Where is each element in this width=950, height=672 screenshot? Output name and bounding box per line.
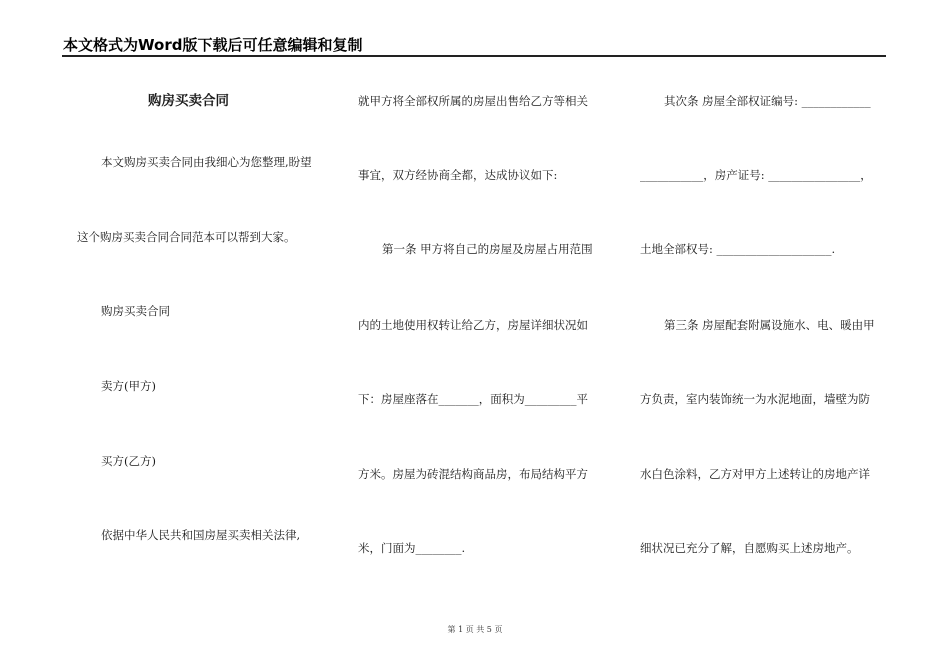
paragraph-line: 就甲方将全部权所属的房屋出售给乙方等相关 [358,94,588,108]
paragraph-line: 土地全部权号: ____________________. [640,242,836,256]
paragraph-line: 这个购房买卖合同合同范本可以帮到大家。 [77,230,296,244]
header-divider [62,55,886,57]
paragraph-line: 方负责，室内装饰统一为水泥地面，墙壁为防 [640,392,870,406]
buyer-label: 买方(乙方) [101,454,156,468]
contract-title: 购房买卖合同 [148,93,229,109]
paragraph-line: 内的土地使用权转让给乙方，房屋详细状况如 [358,318,588,332]
paragraph-line: 下：房屋座落在_______，面积为_________平 [358,392,588,406]
paragraph-line: ___________，房产证号: ________________， [640,168,872,182]
paragraph-line: 依据中华人民共和国房屋买卖相关法律, [101,528,301,542]
article-2-line: 其次条 房屋全部权证编号: ____________ [664,94,871,108]
section-heading: 购房买卖合同 [101,304,170,318]
paragraph-line: 水白色涂料，乙方对甲方上述转让的房地产详 [640,467,870,481]
article-3-line: 第三条 房屋配套附属设施水、电、暖由甲 [664,318,875,332]
article-1-line: 第一条 甲方将自己的房屋及房屋占用范围 [382,242,593,256]
paragraph-line: 方米。房屋为砖混结构商品房，布局结构平方 [358,467,588,481]
paragraph-line: 米，门面为________. [358,541,466,555]
page-number: 第 1 页 共 5 页 [447,625,503,634]
paragraph-line: 细状况已充分了解，自愿购买上述房地产。 [640,541,859,555]
paragraph-line: 本文购房买卖合同由我细心为您整理,盼望 [101,155,312,169]
document-header: 本文格式为Word版下载后可任意编辑和复制 [63,36,363,54]
seller-label: 卖方(甲方) [101,379,156,393]
paragraph-line: 事宜，双方经协商全都，达成协议如下: [358,168,558,182]
